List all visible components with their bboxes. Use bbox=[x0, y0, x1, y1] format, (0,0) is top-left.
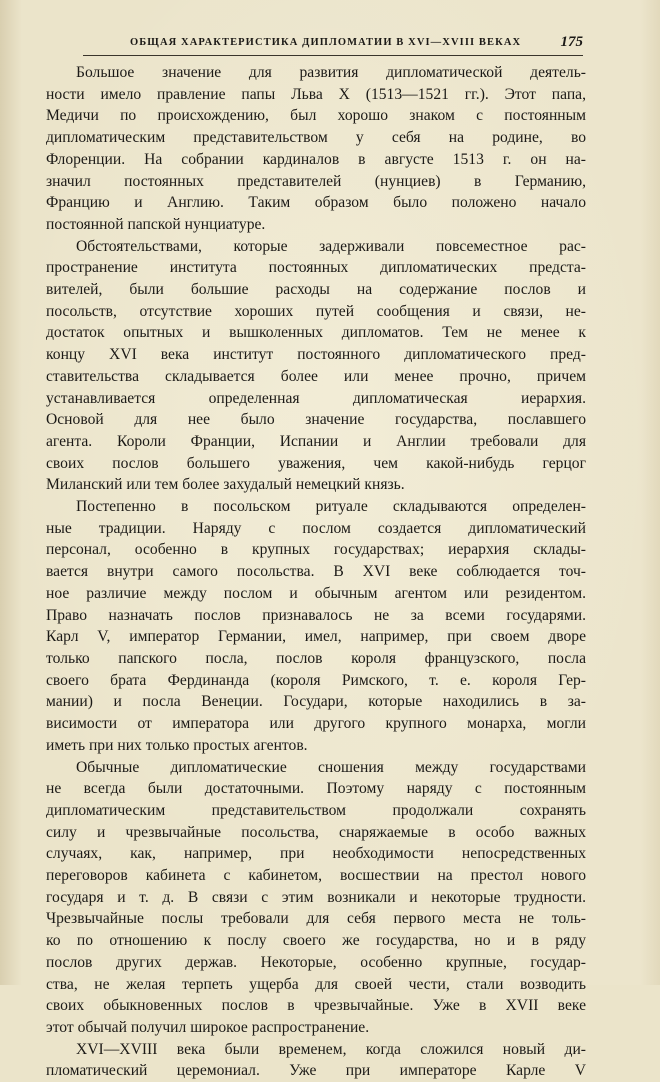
text-line: Большое значение для развития дипломатической деятель- bbox=[76, 64, 586, 81]
paragraph bbox=[46, 496, 586, 756]
text-line: силу и чрезвычайные посольства, снаряжаемые в особо важных bbox=[46, 823, 586, 841]
text-line: случаях, как, например, при необходимости непосредственных bbox=[46, 845, 586, 863]
text-line: устанавливается определенная дипломатическая иерархия. bbox=[46, 389, 586, 407]
text-line: пространение института постоянных дипломатических предста- bbox=[46, 259, 586, 277]
text-line: Постепенно в посольском ритуале складываются определен- bbox=[76, 498, 586, 516]
text-line: Флоренции. На собрании кардиналов в августе 1513 г. он на- bbox=[46, 150, 586, 168]
text-line: своих послов большего уважения, чем какой-нибудь герцог bbox=[46, 454, 586, 472]
text-line: Основой для нее было значение государства, пославшего bbox=[46, 411, 586, 429]
text-line: только папского посла, послов короля французского, посла bbox=[46, 649, 586, 667]
text-line: не всегда были достаточными. Поэтому наряду с постоянным bbox=[46, 780, 586, 798]
text-line: ности имело правление папы Льва X (1513—1521 гг.). Этот папа, bbox=[46, 85, 586, 103]
text-line: значил постоянных представителей (нунциев) в Германию, bbox=[46, 172, 586, 190]
text-line: ко по отношению к послу своего же государства, но и в ряду bbox=[46, 932, 586, 950]
text-line: пломатический церемониал. Уже при императоре Карле V bbox=[46, 1062, 586, 1080]
text-line: вается внутри самого посольства. В XVI веке соблюдается точ- bbox=[46, 563, 586, 581]
text-line: Миланский или тем более захудалый немецкий князь. bbox=[46, 476, 405, 494]
text-line: Обычные дипломатические сношения между государствами bbox=[76, 758, 586, 776]
text-line: XVI—XVIII века были временем, когда сложился новый ди- bbox=[76, 1040, 586, 1058]
text-line: посольств, отсутствие хороших путей сообщения и связи, не- bbox=[46, 302, 586, 320]
text-line: Право назначать послов признавалось не за всеми государями. bbox=[46, 606, 586, 624]
text-line: иметь при них только простых агентов. bbox=[46, 736, 308, 754]
paragraph bbox=[46, 62, 586, 236]
text-line: агента. Короли Франции, Испании и Англии требовали для bbox=[46, 432, 586, 450]
text-line: ное различие между послом и обычным агентом или резидентом. bbox=[46, 584, 586, 602]
text-line: персонал, особенно в крупных государствах; иерархия склады- bbox=[46, 541, 586, 559]
text-line: висимости от императора или другого крупного монарха, могли bbox=[46, 715, 586, 733]
text-line: своих обыкновенных послов в чрезвычайные. Уже в XVII веке bbox=[46, 997, 586, 1015]
text-line: государя и т. д. В связи с этим возникали и некоторые трудности. bbox=[46, 888, 586, 906]
text-line: ные традиции. Наряду с послом создается дипломатический bbox=[46, 519, 586, 537]
running-head: ОБЩАЯ ХАРАКТЕРИСТИКА ДИПЛОМАТИИ В XVI—XVIII ВЕКАХ bbox=[130, 37, 522, 48]
paragraph bbox=[46, 236, 586, 496]
text-line: дипломатическим представительством у себя на родине, во bbox=[46, 129, 586, 147]
text-line: Медичи по происхождению, был хорошо знаком с постоянным bbox=[46, 107, 586, 125]
body-text bbox=[46, 62, 586, 1082]
text-line: своего брата Фердинанда (короля Римского, т. е. короля Гер- bbox=[46, 671, 586, 689]
paragraph bbox=[46, 757, 586, 1039]
text-line: Чрезвычайные послы требовали для себя первого места не толь- bbox=[46, 910, 586, 928]
text-line: постоянной папской нунциатуре. bbox=[46, 215, 266, 233]
text-line: концу XVI века институт постоянного дипломатического пред- bbox=[46, 346, 586, 364]
text-line: переговоров кабинета с кабинетом, восшествии на престол нового bbox=[46, 867, 586, 885]
page-number: 175 bbox=[560, 34, 583, 50]
text-line: вителей, были большие расходы на содержание послов и bbox=[46, 281, 586, 299]
page-header bbox=[83, 33, 583, 56]
text-line: ства, не желая терпеть ущерба для своей чести, стали возводить bbox=[46, 975, 586, 993]
text-line: Францию и Англию. Таким образом было положено начало bbox=[46, 194, 586, 212]
text-line: дипломатическим представительством продолжали сохранять bbox=[46, 801, 586, 819]
paragraph bbox=[46, 1039, 586, 1082]
text-line: этот обычай получил широкое распространение. bbox=[46, 1018, 370, 1036]
text-line: Обстоятельствами, которые задерживали повсеместное рас- bbox=[76, 237, 586, 255]
text-line: мании) и посла Венеции. Государи, которые находились в за- bbox=[46, 693, 586, 711]
text-line: Карл V, император Германии, имел, например, при своем дворе bbox=[46, 628, 586, 646]
text-line: ставительства складывается более или менее прочно, причем bbox=[46, 367, 586, 385]
text-line: послов других держав. Некоторые, особенно крупные, государ- bbox=[46, 953, 586, 971]
text-line: достаток опытных и вышколенных дипломатов. Тем не менее к bbox=[46, 324, 586, 342]
